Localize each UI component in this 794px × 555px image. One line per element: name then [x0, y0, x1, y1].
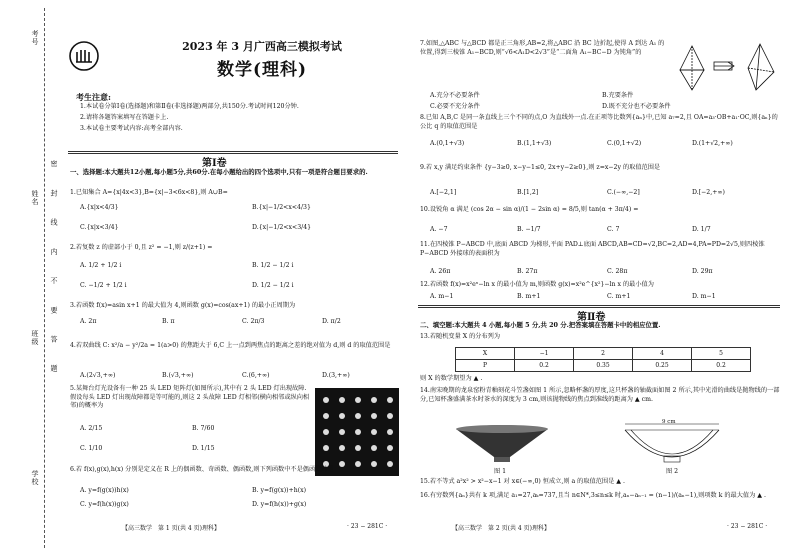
question-3-option-a: A. 2π	[80, 318, 97, 325]
notice-item: 1.本试卷分第Ⅰ卷(选择题)和第Ⅱ卷(非选择题)两部分,共150分.考试时间120分钟.	[80, 103, 299, 110]
question-8-option-c: C.(0,1+√2)	[607, 140, 642, 147]
led-dot	[355, 445, 361, 451]
question-11-option-a: A. 26π	[430, 268, 451, 275]
led-dot	[387, 445, 393, 451]
question-4-option-a: A.(2√3,+∞)	[80, 372, 116, 379]
question-4-option-c: C.(6,+∞)	[242, 372, 270, 379]
question-7-option-b: B.充要条件	[602, 92, 634, 99]
bowl-cross-section-figure	[617, 420, 727, 468]
led-dot	[339, 445, 345, 451]
part-1-title: 第Ⅰ卷	[202, 158, 227, 169]
led-dot	[323, 445, 329, 451]
led-dot	[387, 397, 393, 403]
question-1-option-a: A.{x|x<4/3}	[80, 204, 119, 211]
footer-page-1: 【高三数学 第 1 页(共 4 页)理科】	[122, 525, 220, 532]
led-dot	[355, 429, 361, 435]
label-class: 班级	[31, 330, 39, 346]
question-7-option-a: A.充分不必要条件	[430, 92, 480, 99]
table-cell: P	[456, 360, 515, 372]
question-10-option-c: C. 7	[607, 226, 620, 233]
led-dot	[371, 429, 377, 435]
question-2-option-a: A. 1/2 + 1/2 i	[80, 262, 122, 269]
question-11-option-d: D. 29π	[692, 268, 713, 275]
question-10-option-a: A. −7	[430, 226, 448, 233]
question-9-option-c: C.(−∞,−2]	[607, 189, 640, 196]
seal-line	[44, 8, 45, 548]
question-12-stem: 12.若函数 f(x)=x²eˣ−ln x 的最小值为 m,则函数 g(x)=x²e^{x²}−ln x 的最小值为	[420, 281, 654, 288]
question-1-option-b: B.{x|−1/2<x<4/3}	[252, 204, 311, 211]
part-2-title: 第Ⅱ卷	[577, 312, 606, 323]
table-cell: −1	[515, 348, 574, 360]
led-dot	[323, 397, 329, 403]
led-matrix-figure	[315, 388, 399, 476]
label-name: 姓名	[31, 190, 39, 206]
question-1-option-d: D.{x|−1/2<x<3/4}	[252, 224, 312, 231]
question-1-option-c: C.{x|x<3/4}	[80, 224, 119, 231]
label-school: 学校	[31, 470, 39, 486]
question-11-option-b: B. 27π	[517, 268, 538, 275]
led-dot	[355, 413, 361, 419]
led-dot	[339, 413, 345, 419]
notice-heading: 考生注意:	[76, 92, 111, 102]
question-3-option-b: B. π	[162, 318, 175, 325]
question-5-option-a: A. 2/15	[80, 425, 103, 432]
question-1-stem: 1.已知集合 A={x|4x<3},B={x|−3<6x<8},则 A∪B=	[70, 189, 228, 196]
figure-1-caption: 图 1	[494, 468, 507, 475]
footer-code-2: · 23 − 281C ·	[727, 523, 768, 530]
question-10-stem: 10.设锐角 α 满足 (cos 2α − sin α)/(1 − 2sin α) = 8/5,则 tan(α + 3π/4) =	[420, 206, 639, 213]
question-8-option-a: A.(0,1+√3)	[430, 140, 465, 147]
figure-2-caption: 图 2	[666, 468, 679, 475]
question-8-stem: 8.已知 A,B,C 是同一条直线上三个不同的点,O 为直线外一点.在正项等比数列{aₙ}中,已知 a₇=2,且 OA=a₃·OB+a₁·OC,则{aₙ}的公比 q 的取值范围是	[420, 114, 778, 130]
question-11-option-c: C. 28π	[607, 268, 628, 275]
section-2-instructions: 二、填空题:本大题共 4 小题,每小题 5 分,共 20 分.把答案填在答题卡中的相应位置.	[420, 321, 661, 329]
question-9-stem: 9.若 x,y 满足约束条件 {y−3≥0, x−y−1≤0, 2x+y−2≥0},则 z=x−2y 的取值范围是	[420, 164, 661, 171]
question-12-option-a: A. m−1	[430, 293, 454, 300]
question-6-stem: 6.若 f(x),g(x),h(x) 分别是定义在 R 上的偶函数、奇函数、偶函数,则下列函数中不是偶函数的是	[70, 466, 334, 473]
led-dot	[339, 397, 345, 403]
question-9-option-a: A.[−2,1]	[430, 189, 457, 196]
question-6-option-d: D. y=f(h(x))+g(x)	[252, 501, 307, 508]
label-exam-number: 考号	[31, 30, 39, 46]
right-column	[412, 0, 788, 555]
table-cell: 0.25	[633, 360, 692, 372]
table-cell: 0.35	[574, 360, 633, 372]
question-5-option-c: C. 1/10	[80, 445, 103, 452]
question-3-stem: 3.若函数 f(x)=asin x+1 的最大值为 4,则函数 g(x)=cos(ax+1) 的最小正周期为	[70, 302, 296, 309]
exam-title: 2023 年 3 月广西高三模拟考试	[182, 40, 342, 53]
question-2-option-b: B. 1/2 − 1/2 i	[252, 262, 294, 269]
question-14-stem: 14.南宋晚期的龙泉窑粉青釉刻花斗笠盏如图 1 所示,忽略杯盏的厚度,这只杯盏的轴截面如图 2 所示,其中光滑的曲线是抛物线的一部分,已知杯盏盛满茶水时茶水的深度为 3 cm,则该抛物线的焦点到准线的距离为 ▲ cm.	[420, 387, 780, 403]
table-row	[456, 360, 751, 372]
question-5-option-d: D. 1/15	[192, 445, 215, 452]
distribution-table	[455, 347, 751, 372]
question-11-stem: 11.在四棱锥 P−ABCD 中,底面 ABCD 为梯形,平面 PAD⊥底面 ABCD,AB=CD=√2,BC=2,AD=4,PA=PD=2√5,则四棱锥 P−ABCD 外接球的表面积为	[420, 241, 765, 257]
seal-text: 密 封 线 内 不 要 答 题	[50, 160, 58, 382]
question-3-option-d: D. π/2	[322, 318, 341, 325]
question-12-option-b: B. m+1	[517, 293, 541, 300]
question-6-option-c: C. y=f(h(x))g(x)	[80, 501, 129, 508]
question-9-option-d: D.[−2,+∞)	[692, 189, 725, 196]
question-15-stem: 15.若不等式 a²x² > x²−x−1 对 x∈(−∞,0) 恒成立,则 a 的取值范围是 ▲ .	[420, 478, 625, 485]
exam-subtitle: 数学(理科)	[216, 60, 308, 80]
led-dot	[371, 413, 377, 419]
question-4-stem: 4.若双曲线 C: x²/a − y²/2a = 1(a>0) 的焦距大于 6,C 上一点到两焦点的距离之差的绝对值为 d,则 d 的取值范围是	[70, 342, 391, 349]
question-8-option-b: B.(1,1+√3)	[517, 140, 552, 147]
led-dot	[387, 413, 393, 419]
question-12-option-c: C. m+1	[607, 293, 631, 300]
question-2-stem: 2.若复数 z 的虚部小于 0,且 z² = −1,则 z/(z+1) =	[70, 244, 213, 251]
section-1-instructions: 一、选择题:本大题共12小题,每小题5分,共60分.在每小题给出的四个选项中,只有一项是符合题目要求的.	[70, 168, 368, 176]
question-3-option-c: C. 2π/3	[242, 318, 265, 325]
notice-item: 3.本试卷主要考试内容:高考全部内容.	[80, 125, 183, 132]
question-10-option-d: D. 1/7	[692, 226, 711, 233]
question-13-stem: 13.若随机变量 X 的分布列为	[420, 333, 501, 340]
led-dot	[371, 397, 377, 403]
divider	[418, 305, 780, 306]
led-dot	[355, 397, 361, 403]
table-row	[456, 348, 751, 360]
divider	[68, 151, 398, 152]
table-cell: 4	[633, 348, 692, 360]
table-cell: X	[456, 348, 515, 360]
binding-sidebar	[0, 0, 58, 555]
question-7-option-c: C.必要不充分条件	[430, 103, 480, 110]
school-logo-icon	[68, 40, 100, 72]
question-6-option-a: A. y=f(g(x))h(x)	[80, 487, 129, 494]
question-2-option-c: C. −1/2 + 1/2 i	[80, 282, 127, 289]
notice-item: 2.请将各题答案填写在答题卡上.	[80, 114, 169, 121]
divider	[68, 153, 398, 154]
question-9-option-b: B.[1,2]	[517, 189, 539, 196]
led-dot	[323, 413, 329, 419]
question-7-option-d: D.既不充分也不必要条件	[602, 103, 671, 110]
left-column	[62, 0, 402, 555]
question-4-option-b: B.(√3,+∞)	[162, 372, 194, 379]
question-6-option-b: B. y=f(g(x))+h(x)	[252, 487, 307, 494]
bowl-photo-figure	[452, 423, 552, 471]
led-dot	[323, 429, 329, 435]
question-5-stem: 5.某舞台灯光设备有一种 25 头 LED 矩阵灯(如图所示),其中有 2 头 LED 灯出现故障.假设每头 LED 灯出现故障都是等可能的,则这 2 头故障 LED 灯相邻(横向相邻或纵向相邻)的概率为	[70, 385, 310, 409]
question-4-option-d: D.(3,+∞)	[322, 372, 350, 379]
question-2-option-d: D. 1/2 − 1/2 i	[252, 282, 294, 289]
question-5-option-b: B. 7/60	[192, 425, 215, 432]
table-cell: 5	[692, 348, 751, 360]
question-7-stem: 7.如图,△ABC 与△BCD 都是正三角形,AB=2,将△ABC 沿 BC 边折起,使得 A 到达 A₁ 的位置,得到三棱锥 A₁−BCD,则“√6<A₁D<2√3”是“二面角 A₁−BC−D 为钝角”的	[420, 40, 665, 56]
question-13-tail: 则 X 的数学期望为 ▲ .	[420, 375, 483, 382]
footer-code-1: · 23 − 281C ·	[347, 523, 388, 530]
footer-page-2: 【高三数学 第 2 页(共 4 页)理科】	[452, 525, 550, 532]
led-dot	[371, 445, 377, 451]
question-8-option-d: D.(1+√2,+∞)	[692, 140, 733, 147]
width-dimension-label: 9 cm	[662, 419, 676, 425]
triangle-fold-figure	[674, 38, 786, 98]
table-cell: 0.2	[515, 360, 574, 372]
question-10-option-b: B. −1/7	[517, 226, 541, 233]
led-dot	[339, 429, 345, 435]
led-dot	[387, 429, 393, 435]
question-16-stem: 16.有穷数列{aₙ}共有 k 项,满足 a₁=27,aₖ=737,且当 n∈N*,3≤n≤k 时,aₙ−aₙ₋₁ = (n−1)/(aₙ−1),则项数 k 的最大值为 ▲ .	[420, 492, 766, 499]
table-cell: 0.2	[692, 360, 751, 372]
table-cell: 2	[574, 348, 633, 360]
question-12-option-d: D. m−1	[692, 293, 716, 300]
